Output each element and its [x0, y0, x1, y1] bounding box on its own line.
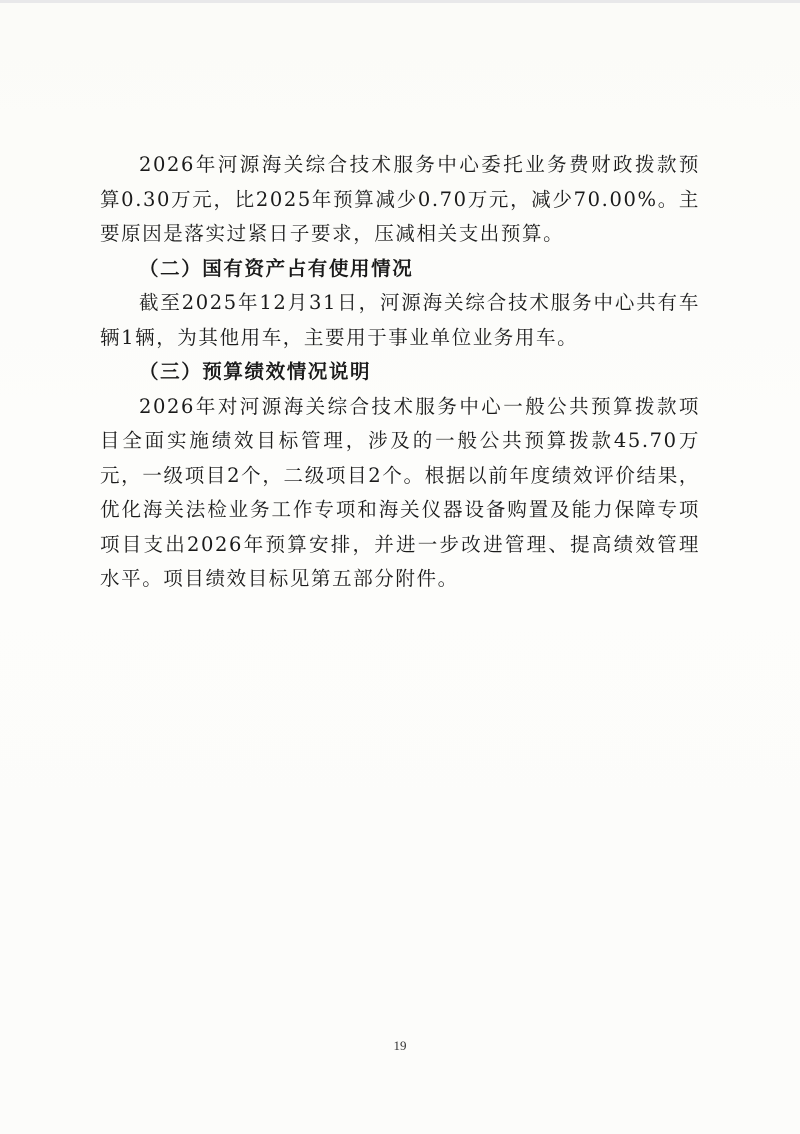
page-number: 19 — [393, 1038, 407, 1053]
paragraph-commission-fee: 2026年河源海关综合技术服务中心委托业务费财政拨款预算0.30万元，比2025年预算减少0.70万元，减少70.00%。主要原因是落实过紧日子要求，压减相关支出预算。 — [100, 153, 700, 245]
document-body — [100, 148, 700, 597]
paragraph-state-assets: 截至2025年12月31日，河源海关综合技术服务中心共有车辆1辆，为其他用车，主要用于事业单位业务用车。 — [100, 291, 700, 349]
heading-state-assets: （二）国有资产占有使用情况 — [139, 256, 414, 280]
scan-top-edge — [0, 0, 800, 3]
paragraph-performance: 2026年对河源海关综合技术服务中心一般公共预算拨款项目全面实施绩效目标管理，涉及的一般公共预算拨款45.70万元，一级项目2个，二级项目2个。根据以前年度绩效评价结果，优化海关法检业务工作专项和海关仪器设备购置及能力保障专项项目支出2026年预算安排，并进一步改进管理、提高绩效管理水平。项目绩效目标见第五部分附件。 — [100, 394, 700, 590]
heading-performance: （三）预算绩效情况说明 — [139, 360, 372, 383]
